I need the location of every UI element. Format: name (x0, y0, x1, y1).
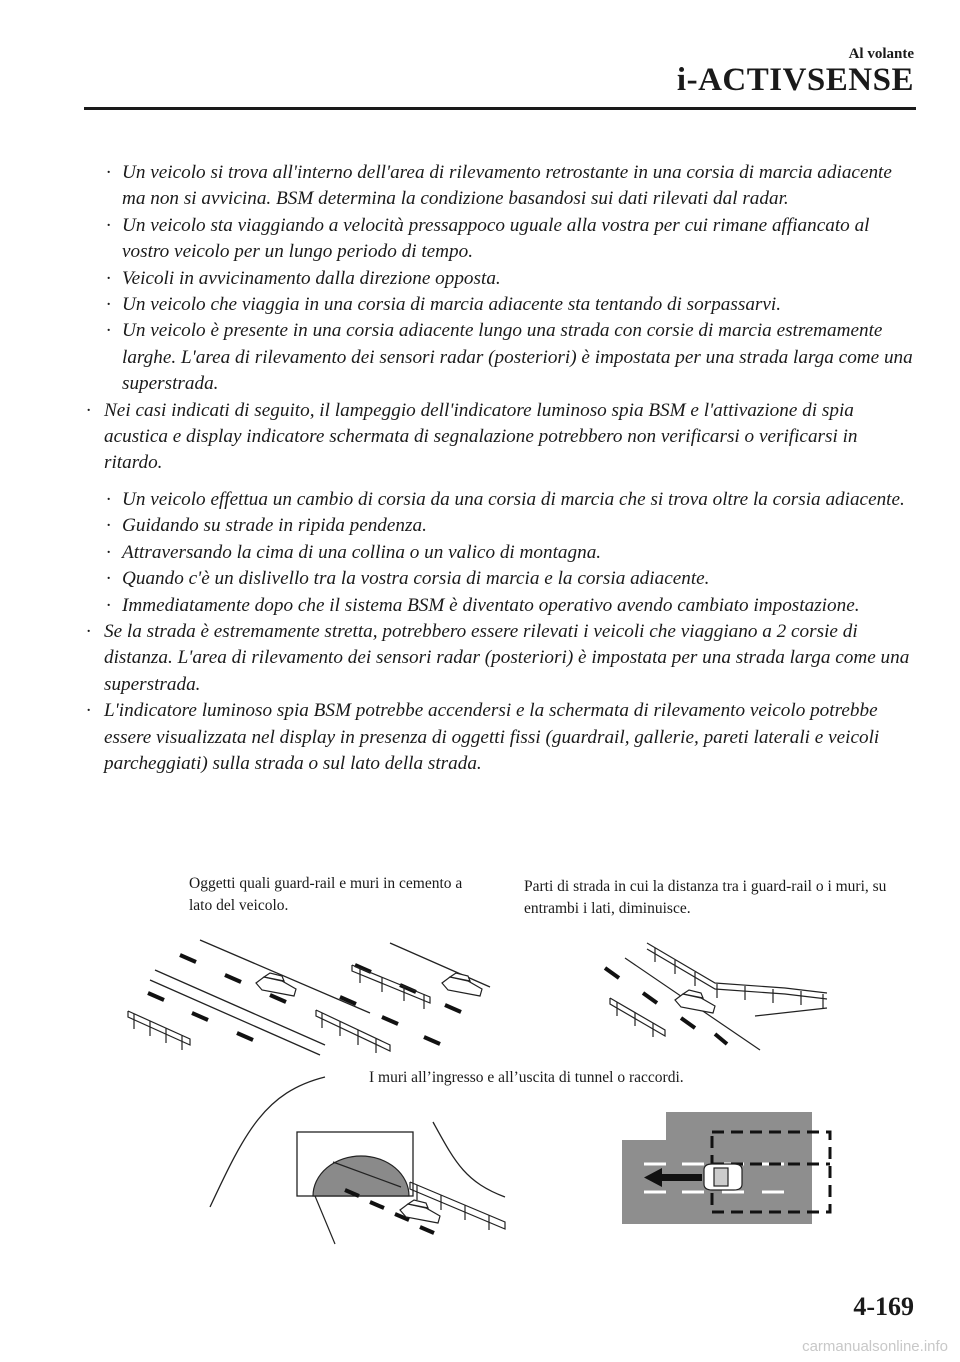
bullet-icon: · (106, 594, 111, 616)
header-divider (84, 107, 916, 110)
list-item-text: Guidando su strade in ripida pendenza. (122, 515, 427, 537)
list-item-text: Un veicolo sta viaggiando a velocità pressappoco uguale alla vostra per cui rimane affiancato al vostro veicolo per un lungo periodo di tempo. (122, 214, 870, 263)
sub-list-item (84, 292, 916, 318)
sub-list-item (84, 160, 916, 213)
list-item-text: Un veicolo si trova all'interno dell'area di rilevamento retrostante in una corsia di marcia adiacente ma non si avvicina. BSM determina la condizione basandosi sui dati rilevati dal radar. (122, 162, 892, 210)
list-item-text: Se la strada è estremamente stretta, potrebbero essere rilevati i veicoli che viaggiano a 2 corsie di distanza. L'area di rilevamento dei sensori radar (posteriori) è impostata per una strada larga come una superstrada. (104, 620, 910, 695)
list-item-text: Immediatamente dopo che il sistema BSM è diventato operativo avendo cambiato impostazione. (122, 594, 860, 616)
bullet-icon: · (106, 162, 111, 183)
list-item-text: Un veicolo effettua un cambio di corsia da una corsia di marcia che si trova oltre la corsia adiacente. (122, 488, 905, 510)
sub-list-item (84, 566, 916, 592)
body-text (84, 160, 916, 777)
bullet-icon: · (106, 488, 111, 510)
bullet-icon: · (86, 620, 91, 642)
list-item-text: Attraversando la cima di una collina o un valico di montagna. (122, 541, 602, 563)
list-item-text: Veicoli in avvicinamento dalla direzione opposta. (122, 267, 501, 289)
caption-guardrail: Oggetti quali guard-rail e muri in cemento a lato del veicolo. (189, 875, 463, 914)
sub-list-item (84, 318, 916, 397)
sub-list-item (84, 213, 916, 266)
sub-list-item (84, 540, 916, 566)
bullet-icon: · (106, 541, 111, 563)
sub-list-item (84, 513, 916, 539)
illustration-guardrail-roads (120, 935, 500, 1060)
list-item-text: Nei casi indicati di seguito, il lampeggio dell'indicatore luminoso spia BSM e l'attivazione di spia acustica e display indicatore schermata di segnalazione potrebbero non verificarsi o verificarsi in ritardo. (104, 399, 858, 474)
sub-list-item (84, 487, 916, 513)
bullet-icon: · (106, 568, 111, 590)
illustration-narrowing-road (595, 938, 835, 1053)
sub-list-item (84, 266, 916, 292)
list-item-text: L'indicatore luminoso spia BSM potrebbe accendersi e la schermata di rilevamento veicolo potrebbe essere visualizzata nel display in presenza di oggetti fissi (guardrail, gallerie, pareti laterali e veicoli parcheggiati) sulla strada o sul lato della strada. (104, 700, 880, 774)
section-label: Al volante (848, 46, 914, 62)
bullet-icon: · (86, 700, 91, 722)
caption-tunnel: I muri all’ingresso e all’uscita di tunnel o raccordi. (369, 1069, 684, 1086)
list-item-text: Quando c'è un dislivello tra la vostra corsia di marcia e la corsia adiacente. (122, 568, 710, 590)
caption-narrowing: Parti di strada in cui la distanza tra i guard-rail o i muri, su entrambi i lati, diminuisce. (524, 878, 887, 917)
illustration-lane-top-view (622, 1112, 834, 1227)
list-item-text: Un veicolo che viaggia in una corsia di marcia adiacente sta tentando di sorpassarvi. (122, 294, 782, 316)
bullet-icon: · (106, 214, 111, 236)
list-gap (84, 477, 916, 487)
page-title: i-ACTIVSENSE (676, 62, 914, 98)
bullet-icon: · (86, 399, 91, 421)
illustration-tunnel (205, 1072, 525, 1247)
list-item (84, 619, 916, 698)
list-item (84, 698, 916, 777)
bullet-icon: · (106, 320, 111, 342)
list-item (84, 398, 916, 477)
page-number: 4-169 (853, 1292, 914, 1321)
bullet-icon: · (106, 294, 111, 316)
footer-watermark: carmanualsonline.info (802, 1338, 948, 1355)
sub-list-item (84, 593, 916, 619)
bullet-icon: · (106, 267, 111, 289)
list-item-text: Un veicolo è presente in una corsia adiacente lungo una strada con corsie di marcia estremamente larghe. L'area di rilevamento dei sensori radar (posteriori) è impostata per una strada larga come una superstrada. (122, 320, 913, 395)
bullet-icon: · (106, 515, 111, 537)
